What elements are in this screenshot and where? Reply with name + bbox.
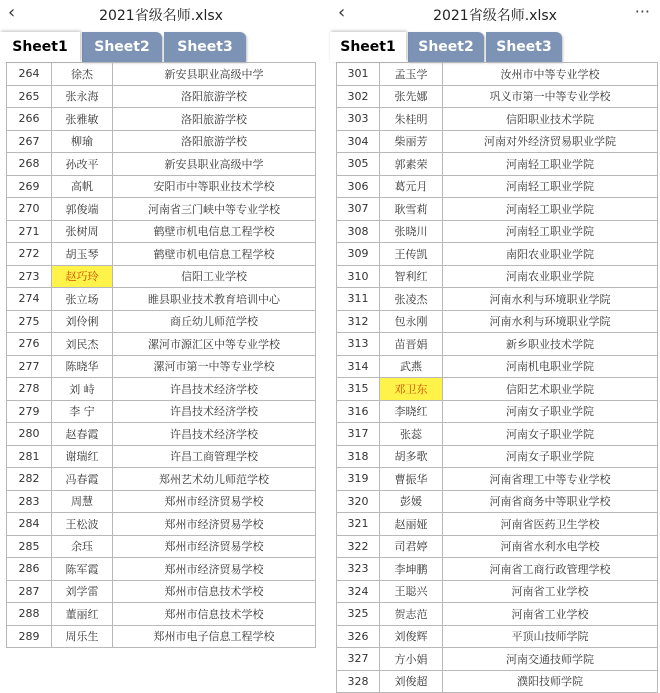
school-cell[interactable]: 信阳艺术职业学院 xyxy=(443,378,658,401)
row-number-cell[interactable]: 302 xyxy=(337,85,380,108)
name-cell[interactable]: 陈晓华 xyxy=(52,355,113,378)
row-number-cell[interactable]: 308 xyxy=(337,220,380,243)
name-cell[interactable]: 高帆 xyxy=(52,175,113,198)
name-cell[interactable]: 张树周 xyxy=(52,220,113,243)
table-row xyxy=(337,198,658,221)
name-cell[interactable]: 朱桂明 xyxy=(380,108,443,131)
row-number-cell[interactable]: 269 xyxy=(7,175,52,198)
table-row xyxy=(337,130,658,153)
school-cell[interactable]: 鹤壁市机电信息工程学校 xyxy=(113,243,316,266)
name-cell[interactable]: 赵巧玲 xyxy=(52,265,113,288)
school-cell[interactable]: 郑州艺术幼儿师范学校 xyxy=(113,468,316,491)
row-number-cell[interactable]: 301 xyxy=(337,63,380,86)
row-number-cell[interactable]: 328 xyxy=(337,670,380,693)
row-number-cell[interactable]: 305 xyxy=(337,153,380,176)
school-cell[interactable]: 河南省工业学校 xyxy=(443,580,658,603)
name-cell[interactable]: 刘学雷 xyxy=(52,580,113,603)
name-cell[interactable]: 方小娟 xyxy=(380,648,443,671)
table-row xyxy=(7,220,316,243)
school-cell[interactable]: 信阳工业学校 xyxy=(113,265,316,288)
name-cell[interactable]: 周慧 xyxy=(52,490,113,513)
table-row xyxy=(337,423,658,446)
row-number-cell[interactable]: 312 xyxy=(337,310,380,333)
name-cell[interactable]: 包永刚 xyxy=(380,310,443,333)
name-cell[interactable]: 赵丽娅 xyxy=(380,513,443,536)
back-chevron-icon[interactable]: ‹ xyxy=(8,2,16,23)
name-cell[interactable]: 李坤鹏 xyxy=(380,558,443,581)
name-cell[interactable]: 邓卫东 xyxy=(380,378,443,401)
row-number-cell[interactable]: 275 xyxy=(7,310,52,333)
name-cell[interactable]: 葛元月 xyxy=(380,175,443,198)
row-number-cell[interactable]: 285 xyxy=(7,535,52,558)
row-number-cell[interactable]: 278 xyxy=(7,378,52,401)
school-cell[interactable]: 河南女子职业学院 xyxy=(443,400,658,423)
school-cell[interactable]: 河南省医药卫生学校 xyxy=(443,513,658,536)
row-number-cell[interactable]: 322 xyxy=(337,535,380,558)
table-row xyxy=(337,558,658,581)
row-number-cell[interactable]: 286 xyxy=(7,558,52,581)
name-cell[interactable]: 苗晋娟 xyxy=(380,333,443,356)
row-number-cell[interactable]: 288 xyxy=(7,603,52,626)
name-cell[interactable]: 郭素荣 xyxy=(380,153,443,176)
row-number-cell[interactable]: 284 xyxy=(7,513,52,536)
name-cell[interactable]: 刘俊辉 xyxy=(380,625,443,648)
name-cell[interactable]: 柴丽芳 xyxy=(380,130,443,153)
row-number-cell[interactable]: 311 xyxy=(337,288,380,311)
name-cell[interactable]: 余珏 xyxy=(52,535,113,558)
more-options-icon[interactable]: ··· xyxy=(634,2,650,21)
row-number-cell[interactable]: 314 xyxy=(337,355,380,378)
school-cell[interactable]: 新乡职业技术学院 xyxy=(443,333,658,356)
school-cell[interactable]: 河南女子职业学院 xyxy=(443,445,658,468)
school-cell[interactable]: 南阳农业职业学院 xyxy=(443,243,658,266)
row-number-cell[interactable]: 317 xyxy=(337,423,380,446)
name-cell[interactable]: 冯春霞 xyxy=(52,468,113,491)
row-number-cell[interactable]: 326 xyxy=(337,625,380,648)
left-spreadsheet-view xyxy=(0,0,322,660)
school-cell[interactable]: 郑州市经济贸易学校 xyxy=(113,558,316,581)
school-cell[interactable]: 洛阳旅游学校 xyxy=(113,85,316,108)
school-cell[interactable]: 信阳职业技术学院 xyxy=(443,108,658,131)
table-row xyxy=(337,603,658,626)
table-row xyxy=(7,490,316,513)
table-row xyxy=(337,175,658,198)
school-cell[interactable]: 河南对外经济贸易职业学院 xyxy=(443,130,658,153)
school-cell[interactable]: 洛阳旅游学校 xyxy=(113,130,316,153)
row-number-cell[interactable]: 316 xyxy=(337,400,380,423)
table-row xyxy=(7,445,316,468)
sheet-tabs xyxy=(330,30,660,64)
panel-divider xyxy=(322,0,330,660)
school-cell[interactable]: 河南水利与环境职业学院 xyxy=(443,310,658,333)
table-row xyxy=(7,310,316,333)
table-row xyxy=(337,108,658,131)
row-number-cell[interactable]: 318 xyxy=(337,445,380,468)
row-number-cell[interactable]: 306 xyxy=(337,175,380,198)
back-chevron-icon[interactable]: ‹ xyxy=(338,2,346,23)
table-row xyxy=(7,400,316,423)
file-title: 2021省级名师.xlsx xyxy=(433,8,557,24)
table-row xyxy=(337,310,658,333)
name-cell[interactable]: 刘俊超 xyxy=(380,670,443,693)
table-row xyxy=(7,333,316,356)
table-row xyxy=(337,468,658,491)
right-spreadsheet-view xyxy=(330,0,660,689)
row-number-cell[interactable]: 313 xyxy=(337,333,380,356)
table-row xyxy=(337,535,658,558)
name-cell[interactable]: 陈军霞 xyxy=(52,558,113,581)
school-cell[interactable]: 漯河市源汇区中等专业学校 xyxy=(113,333,316,356)
row-number-cell[interactable]: 315 xyxy=(337,378,380,401)
table-row xyxy=(337,85,658,108)
row-number-cell[interactable]: 281 xyxy=(7,445,52,468)
school-cell[interactable]: 郑州市信息技术学校 xyxy=(113,603,316,626)
school-cell[interactable]: 河南水利与环境职业学院 xyxy=(443,288,658,311)
row-number-cell[interactable]: 264 xyxy=(7,63,52,86)
table-row xyxy=(337,243,658,266)
school-cell[interactable]: 濮阳技师学院 xyxy=(443,670,658,693)
table-row xyxy=(337,513,658,536)
table-row xyxy=(337,648,658,671)
name-cell[interactable]: 徐杰 xyxy=(52,63,113,86)
table-row xyxy=(337,670,658,693)
table-row xyxy=(7,535,316,558)
row-number-cell[interactable]: 280 xyxy=(7,423,52,446)
table-row xyxy=(337,355,658,378)
name-cell[interactable]: 张凌杰 xyxy=(380,288,443,311)
name-cell[interactable]: 王松波 xyxy=(52,513,113,536)
school-cell[interactable]: 河南交通技师学院 xyxy=(443,648,658,671)
name-cell[interactable]: 李晓红 xyxy=(380,400,443,423)
row-number-cell[interactable]: 307 xyxy=(337,198,380,221)
school-cell[interactable]: 巩义市第一中等专业学校 xyxy=(443,85,658,108)
table-row xyxy=(7,108,316,131)
row-number-cell[interactable]: 271 xyxy=(7,220,52,243)
row-number-cell[interactable]: 279 xyxy=(7,400,52,423)
table-row xyxy=(337,445,658,468)
name-cell[interactable]: 张雅敏 xyxy=(52,108,113,131)
name-cell[interactable]: 胡多歌 xyxy=(380,445,443,468)
tab-sheet2[interactable]: Sheet2 xyxy=(82,32,162,62)
table-row xyxy=(7,580,316,603)
school-cell[interactable]: 睢县职业技术教育培训中心 xyxy=(113,288,316,311)
school-cell[interactable]: 平顶山技师学院 xyxy=(443,625,658,648)
name-cell[interactable]: 胡玉琴 xyxy=(52,243,113,266)
name-cell[interactable]: 郭俊端 xyxy=(52,198,113,221)
row-number-cell[interactable]: 266 xyxy=(7,108,52,131)
name-cell[interactable]: 司君婷 xyxy=(380,535,443,558)
school-cell[interactable]: 洛阳旅游学校 xyxy=(113,108,316,131)
data-table xyxy=(336,62,658,693)
name-cell[interactable]: 王传凯 xyxy=(380,243,443,266)
name-cell[interactable]: 张立场 xyxy=(52,288,113,311)
row-number-cell[interactable]: 304 xyxy=(337,130,380,153)
name-cell[interactable]: 张晓川 xyxy=(380,220,443,243)
name-cell[interactable]: 曹振华 xyxy=(380,468,443,491)
name-cell[interactable]: 贺志范 xyxy=(380,603,443,626)
row-number-cell[interactable]: 320 xyxy=(337,490,380,513)
row-number-cell[interactable]: 325 xyxy=(337,603,380,626)
table-row xyxy=(7,288,316,311)
file-title: 2021省级名师.xlsx xyxy=(99,8,223,24)
table-row xyxy=(337,625,658,648)
school-cell[interactable]: 新安县职业高级中学 xyxy=(113,63,316,86)
table-row xyxy=(7,130,316,153)
school-cell[interactable]: 河南省水利水电学校 xyxy=(443,535,658,558)
row-number-cell[interactable]: 282 xyxy=(7,468,52,491)
table-row xyxy=(7,423,316,446)
row-number-cell[interactable]: 273 xyxy=(7,265,52,288)
table-row xyxy=(337,288,658,311)
table-row xyxy=(7,175,316,198)
school-cell[interactable]: 河南省商务中等职业学校 xyxy=(443,490,658,513)
table-row xyxy=(7,513,316,536)
data-table xyxy=(6,62,316,648)
table-row xyxy=(337,378,658,401)
school-cell[interactable]: 河南农业职业学院 xyxy=(443,265,658,288)
table-row xyxy=(337,580,658,603)
table-row xyxy=(7,85,316,108)
row-number-cell[interactable]: 310 xyxy=(337,265,380,288)
name-cell[interactable]: 张蕊 xyxy=(380,423,443,446)
school-cell[interactable]: 郑州市经济贸易学校 xyxy=(113,490,316,513)
row-number-cell[interactable]: 270 xyxy=(7,198,52,221)
name-cell[interactable]: 周乐生 xyxy=(52,625,113,648)
row-number-cell[interactable]: 272 xyxy=(7,243,52,266)
row-number-cell[interactable]: 327 xyxy=(337,648,380,671)
row-number-cell[interactable]: 287 xyxy=(7,580,52,603)
school-cell[interactable]: 汝州市中等专业学校 xyxy=(443,63,658,86)
sheet-tabs xyxy=(0,30,322,64)
name-cell[interactable]: 李 宁 xyxy=(52,400,113,423)
school-cell[interactable]: 安阳市中等职业技术学校 xyxy=(113,175,316,198)
school-cell[interactable]: 郑州市经济贸易学校 xyxy=(113,535,316,558)
top-bar xyxy=(330,0,660,28)
table-row xyxy=(337,265,658,288)
row-number-cell[interactable]: 319 xyxy=(337,468,380,491)
row-number-cell[interactable]: 309 xyxy=(337,243,380,266)
table-row xyxy=(337,490,658,513)
table-row xyxy=(7,558,316,581)
table-row xyxy=(7,625,316,648)
school-cell[interactable]: 河南轻工职业学院 xyxy=(443,153,658,176)
school-cell[interactable]: 许昌技术经济学校 xyxy=(113,400,316,423)
name-cell[interactable]: 柳瑜 xyxy=(52,130,113,153)
school-cell[interactable]: 郑州市信息技术学校 xyxy=(113,580,316,603)
school-cell[interactable]: 许昌工商管理学校 xyxy=(113,445,316,468)
school-cell[interactable]: 漯河市第一中等专业学校 xyxy=(113,355,316,378)
school-cell[interactable]: 河南轻工职业学院 xyxy=(443,220,658,243)
school-cell[interactable]: 郑州市经济贸易学校 xyxy=(113,513,316,536)
name-cell[interactable]: 张先娜 xyxy=(380,85,443,108)
school-cell[interactable]: 河南女子职业学院 xyxy=(443,423,658,446)
name-cell[interactable]: 刘伶俐 xyxy=(52,310,113,333)
name-cell[interactable]: 武燕 xyxy=(380,355,443,378)
name-cell[interactable]: 孙改平 xyxy=(52,153,113,176)
name-cell[interactable]: 刘 峙 xyxy=(52,378,113,401)
top-bar xyxy=(0,0,322,28)
tab-sheet3[interactable]: Sheet3 xyxy=(486,32,562,62)
table-row xyxy=(7,265,316,288)
school-cell[interactable]: 鹤壁市机电信息工程学校 xyxy=(113,220,316,243)
table-row xyxy=(337,63,658,86)
school-cell[interactable]: 河南轻工职业学院 xyxy=(443,198,658,221)
name-cell[interactable]: 王聪兴 xyxy=(380,580,443,603)
row-number-cell[interactable]: 265 xyxy=(7,85,52,108)
row-number-cell[interactable]: 277 xyxy=(7,355,52,378)
row-number-cell[interactable]: 274 xyxy=(7,288,52,311)
table-row xyxy=(337,220,658,243)
row-number-cell[interactable]: 283 xyxy=(7,490,52,513)
name-cell[interactable]: 孟玉学 xyxy=(380,63,443,86)
row-number-cell[interactable]: 323 xyxy=(337,558,380,581)
school-cell[interactable]: 商丘幼儿师范学校 xyxy=(113,310,316,333)
row-number-cell[interactable]: 324 xyxy=(337,580,380,603)
table-row xyxy=(337,333,658,356)
table-row xyxy=(7,603,316,626)
name-cell[interactable]: 耿雪莉 xyxy=(380,198,443,221)
table-row xyxy=(7,378,316,401)
row-number-cell[interactable]: 268 xyxy=(7,153,52,176)
table-row xyxy=(7,355,316,378)
table-row xyxy=(7,198,316,221)
school-cell[interactable]: 新安县职业高级中学 xyxy=(113,153,316,176)
name-cell[interactable]: 彭媛 xyxy=(380,490,443,513)
tab-sheet1[interactable]: Sheet1 xyxy=(330,32,406,62)
row-number-cell[interactable]: 289 xyxy=(7,625,52,648)
school-cell[interactable]: 河南省三门峡中等专业学校 xyxy=(113,198,316,221)
table-row xyxy=(7,468,316,491)
school-cell[interactable]: 许昌技术经济学校 xyxy=(113,378,316,401)
row-number-cell[interactable]: 267 xyxy=(7,130,52,153)
table-row xyxy=(337,400,658,423)
tab-sheet3[interactable]: Sheet3 xyxy=(164,32,246,62)
school-cell[interactable]: 河南省工商行政管理学校 xyxy=(443,558,658,581)
row-number-cell[interactable]: 321 xyxy=(337,513,380,536)
school-cell[interactable]: 许昌技术经济学校 xyxy=(113,423,316,446)
name-cell[interactable]: 刘民杰 xyxy=(52,333,113,356)
name-cell[interactable]: 张永海 xyxy=(52,85,113,108)
table-row xyxy=(7,153,316,176)
school-cell[interactable]: 河南省工业学校 xyxy=(443,603,658,626)
table-row xyxy=(337,153,658,176)
school-cell[interactable]: 河南省理工中等专业学校 xyxy=(443,468,658,491)
row-number-cell[interactable]: 276 xyxy=(7,333,52,356)
school-cell[interactable]: 河南机电职业学院 xyxy=(443,355,658,378)
name-cell[interactable]: 董丽红 xyxy=(52,603,113,626)
school-cell[interactable]: 郑州市电子信息工程学校 xyxy=(113,625,316,648)
row-number-cell[interactable]: 303 xyxy=(337,108,380,131)
name-cell[interactable]: 智利红 xyxy=(380,265,443,288)
tab-sheet1[interactable]: Sheet1 xyxy=(0,32,80,62)
tab-sheet2[interactable]: Sheet2 xyxy=(408,32,484,62)
table-row xyxy=(7,243,316,266)
school-cell[interactable]: 河南轻工职业学院 xyxy=(443,175,658,198)
name-cell[interactable]: 谢瑞红 xyxy=(52,445,113,468)
table-row xyxy=(7,63,316,86)
name-cell[interactable]: 赵春霞 xyxy=(52,423,113,446)
